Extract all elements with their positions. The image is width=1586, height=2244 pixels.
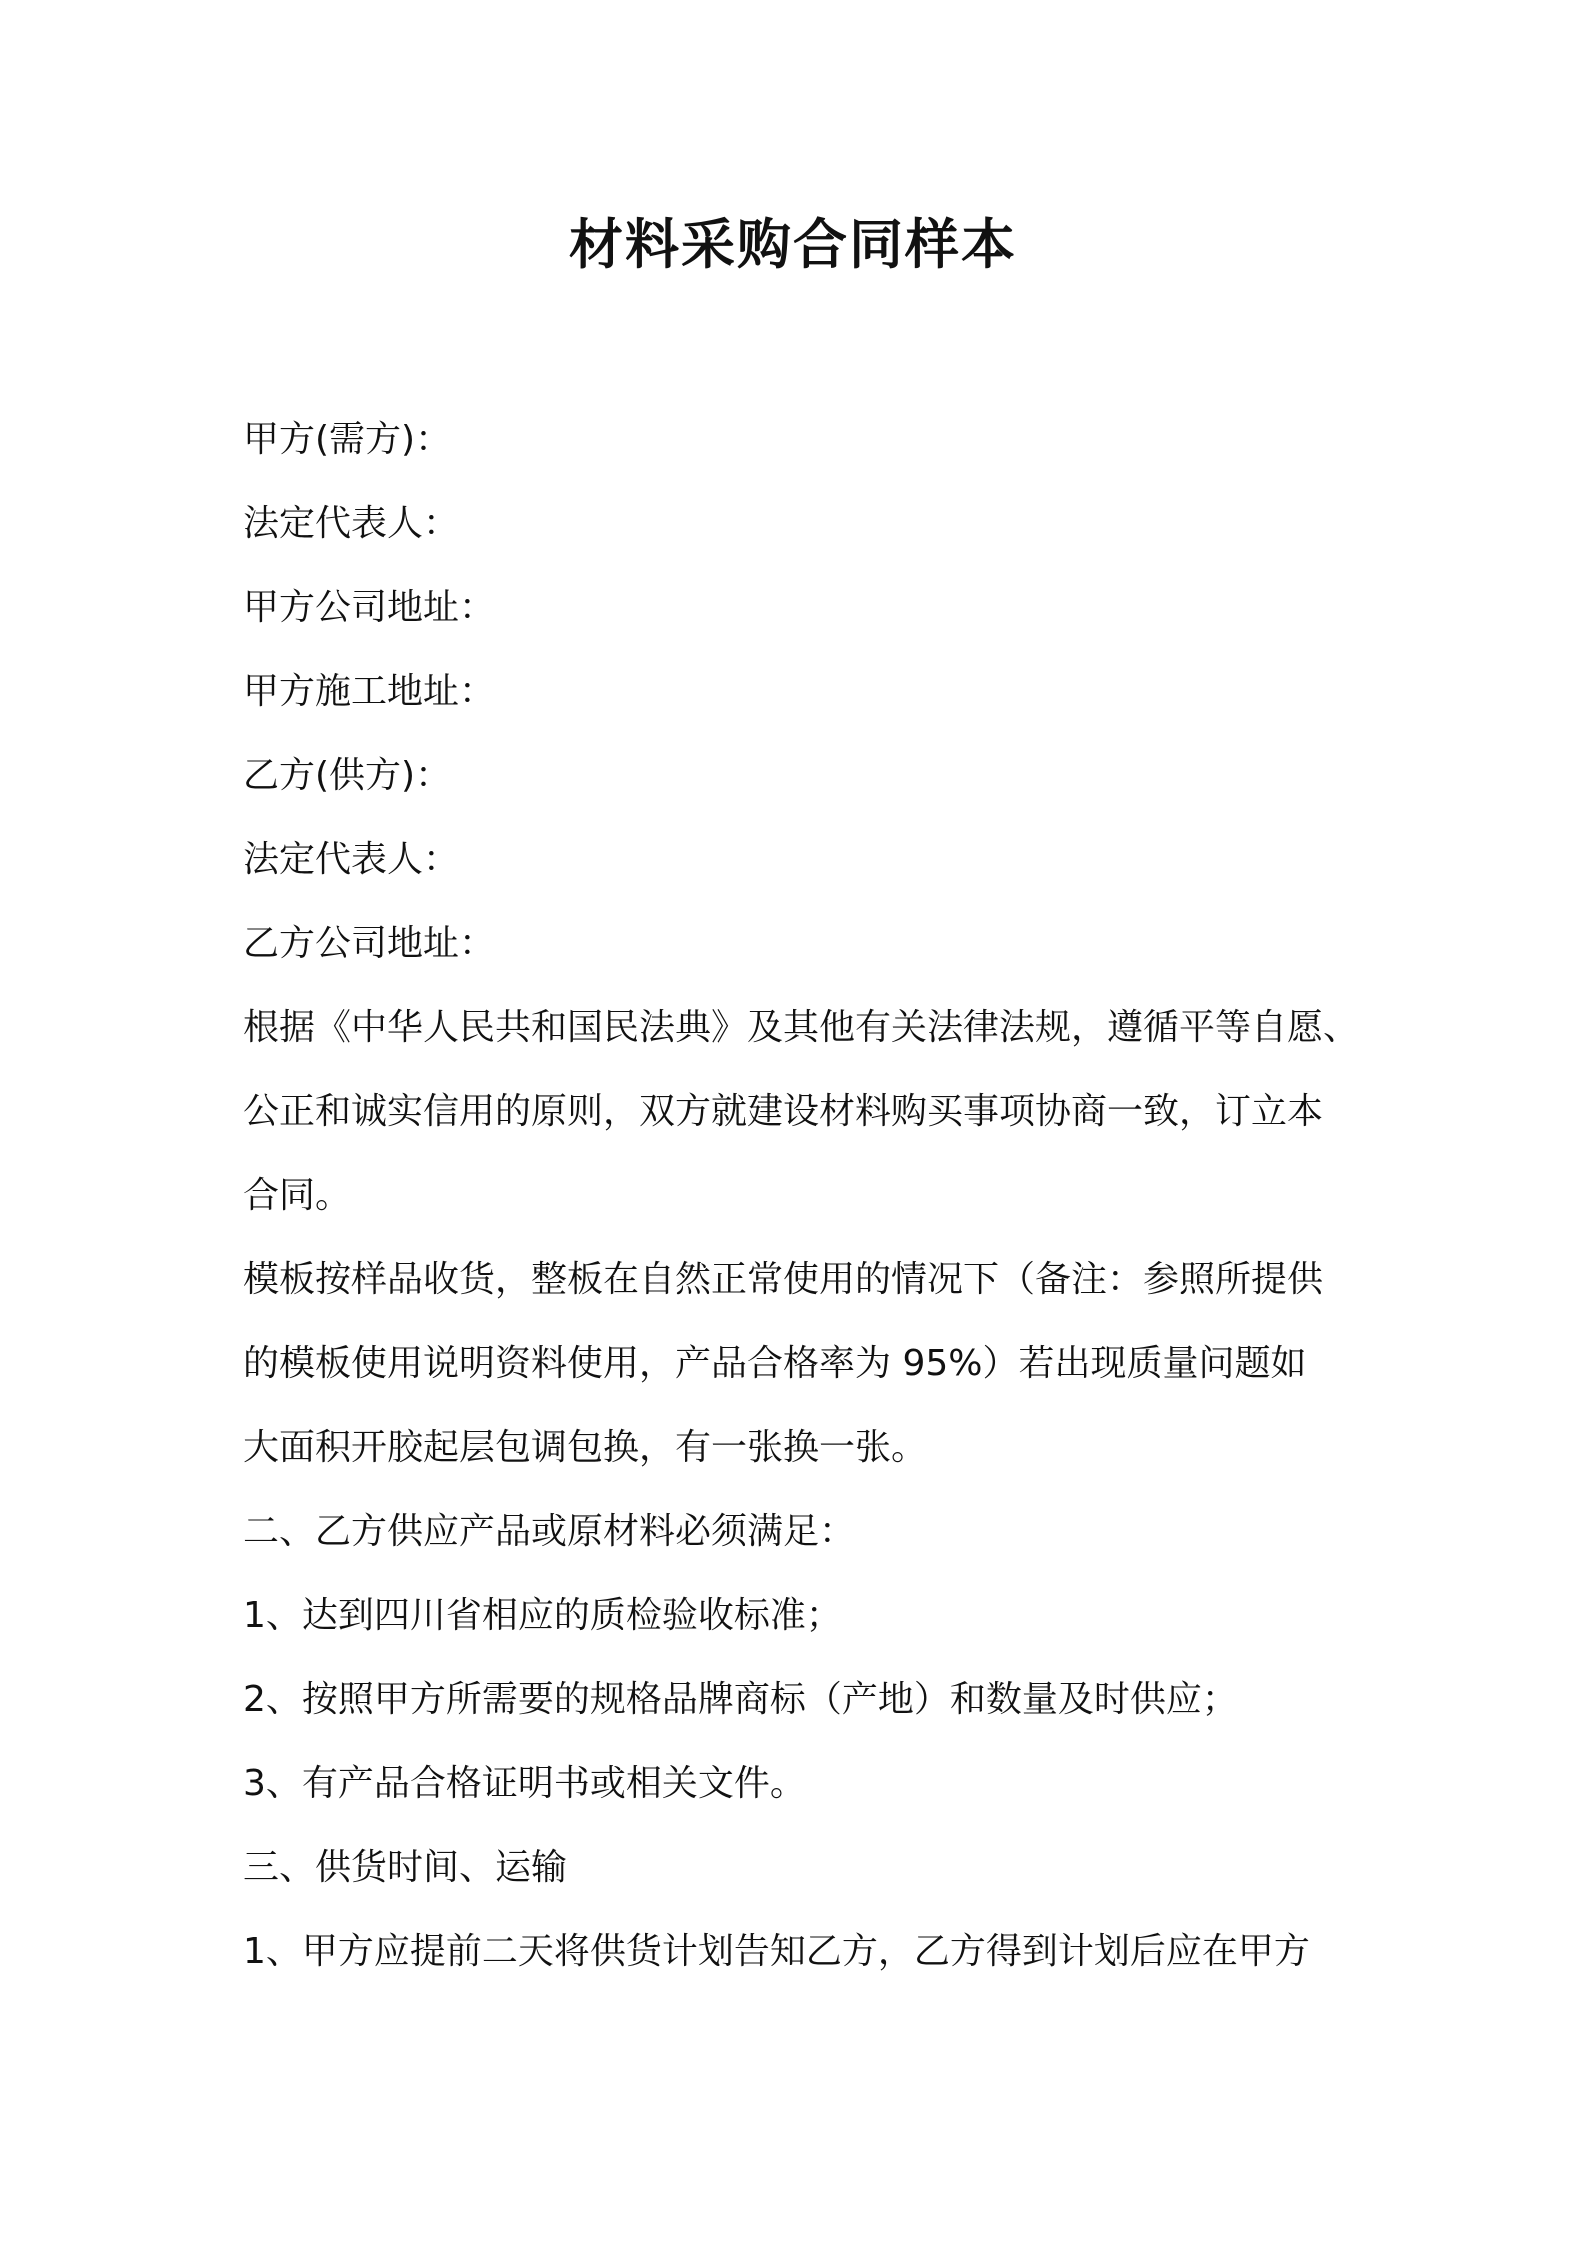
party-b-company-address-line: 乙方公司地址： [243,923,496,964]
preamble-line-3: 合同。 [243,1175,352,1216]
section-three-heading: 三、供货时间、运输 [243,1847,568,1888]
preamble-line-1: 根据《中华人民共和国民法典》及其他有关法律法规，遵循平等自愿、 [243,1007,1360,1048]
party-a-line: 甲方(需方)： [243,419,452,460]
section-two-item-3: 3、有产品合格证明书或相关文件。 [243,1763,806,1804]
contract-body [243,398,1363,1994]
section-two-item-1: 1、达到四川省相应的质检验收标准； [243,1595,842,1636]
quality-clause-line-3: 大面积开胶起层包调包换，有一张换一张。 [243,1427,928,1468]
document-title: 材料采购合同样本 [569,213,1017,276]
party-b-line: 乙方(供方)： [243,755,452,796]
section-three-item-1: 1、甲方应提前二天将供货计划告知乙方，乙方得到计划后应在甲方 [243,1931,1310,1972]
section-two-heading: 二、乙方供应产品或原材料必须满足： [243,1511,856,1552]
party-a-company-address-line: 甲方公司地址： [243,587,496,628]
quality-clause-line-2: 的模板使用说明资料使用，产品合格率为 95%）若出现质量问题如 [243,1343,1307,1384]
quality-clause-line-1: 模板按样品收货，整板在自然正常使用的情况下（备注：参照所提供 [243,1259,1324,1300]
legal-representative-b-line: 法定代表人： [243,839,460,880]
section-two-item-2: 2、按照甲方所需要的规格品牌商标（产地）和数量及时供应； [243,1679,1238,1720]
legal-representative-a-line: 法定代表人： [243,503,460,544]
party-a-construction-address-line: 甲方施工地址： [243,671,496,712]
preamble-line-2: 公正和诚实信用的原则，双方就建设材料购买事项协商一致，订立本 [243,1091,1324,1132]
